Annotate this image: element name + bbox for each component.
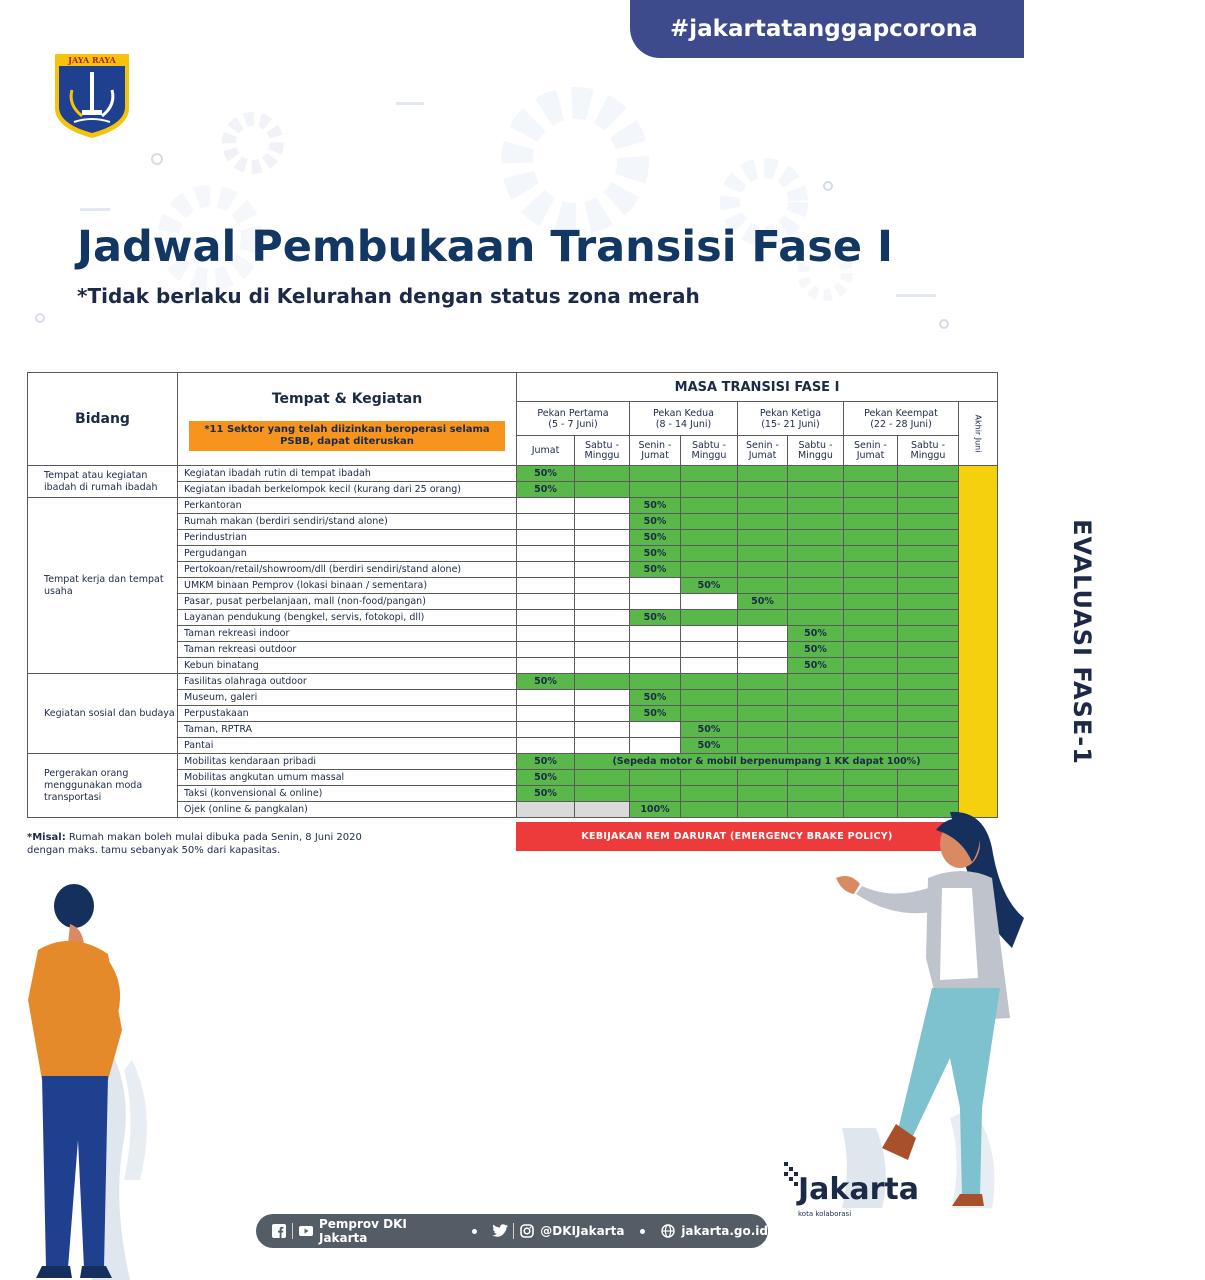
- cell-50: 50%: [630, 562, 681, 578]
- header-day: Sabtu - Minggu: [575, 436, 630, 466]
- header-week-2: Pekan Kedua (8 - 14 Juni): [630, 402, 738, 436]
- bidang-sosial: Kegiatan sosial dan budaya: [28, 674, 178, 754]
- page-title: Jadwal Pembukaan Transisi Fase I: [77, 222, 894, 272]
- kegiatan-label: Ojek (online & pangkalan): [178, 802, 517, 818]
- separator-dot: [472, 1229, 477, 1234]
- cell-50: 50%: [630, 610, 681, 626]
- sparkle-icon: [938, 318, 950, 330]
- brand-dots-icon: [784, 1162, 798, 1192]
- bidang-ibadah: Tempat atau kegiatan ibadah di rumah ibadah: [28, 466, 178, 498]
- schedule-grid: [27, 372, 1096, 818]
- emblem-banner: JAYA RAYA: [68, 55, 116, 65]
- cell-50: 50%: [681, 578, 738, 594]
- twitter-icon[interactable]: [493, 1224, 507, 1238]
- jakarta-emblem: [52, 50, 132, 140]
- cell-50: 50%: [738, 594, 788, 610]
- kegiatan-label: Rumah makan (berdiri sendiri/stand alone): [178, 514, 517, 530]
- cell-50: 50%: [630, 690, 681, 706]
- kegiatan-label: Perindustrian: [178, 530, 517, 546]
- header-akhir-juni: Akhir Juni: [959, 402, 998, 466]
- kegiatan-label: Taman rekreasi outdoor: [178, 642, 517, 658]
- header-day: Senin - Jumat: [844, 436, 898, 466]
- gear-icon: [218, 108, 288, 178]
- instagram-icon[interactable]: [520, 1224, 534, 1238]
- brand-name: Jakarta: [798, 1172, 919, 1207]
- kegiatan-label: Fasilitas olahraga outdoor: [178, 674, 517, 690]
- header-day: Senin - Jumat: [738, 436, 788, 466]
- evaluasi-column: EVALUASI FASE-1: [959, 466, 998, 818]
- cell-50: 50%: [517, 786, 575, 802]
- cell-100: 100%: [630, 802, 681, 818]
- sparkle-icon: [150, 152, 164, 166]
- header-note: *11 Sektor yang telah diizinkan beroperasi selama PSBB, dapat diteruskan: [189, 421, 505, 451]
- cell-50: 50%: [630, 514, 681, 530]
- footer-website[interactable]: jakarta.go.id: [681, 1224, 769, 1238]
- bidang-transportasi: Pergerakan orang menggunakan moda transportasi: [28, 754, 178, 818]
- kegiatan-label: Taman, RPTRA: [178, 722, 517, 738]
- cell-50: 50%: [681, 738, 738, 754]
- cell-50: 50%: [630, 498, 681, 514]
- bidang-kerja: Tempat kerja dan tempat usaha: [28, 498, 178, 674]
- header-day: Sabtu - Minggu: [788, 436, 844, 466]
- cell-50: 50%: [630, 530, 681, 546]
- brand-tagline: kota kolaborasi: [798, 1210, 852, 1218]
- page-subtitle: *Tidak berlaku di Kelurahan dengan status zona merah: [77, 284, 700, 308]
- kegiatan-label: Kegiatan ibadah rutin di tempat ibadah: [178, 466, 517, 482]
- hashtag-badge: #jakartatanggapcorona: [630, 0, 1024, 58]
- cell-50: 50%: [788, 658, 844, 674]
- emergency-brake-banner: KEBIJAKAN REM DARURAT (EMERGENCY BRAKE POLICY): [516, 822, 958, 851]
- decor-line: [896, 294, 936, 297]
- header-week-1: Pekan Pertama (5 - 7 Juni): [517, 402, 630, 436]
- header-week-3: Pekan Ketiga (15- 21 Juni): [738, 402, 844, 436]
- table-row: [28, 674, 998, 690]
- kegiatan-label: Pasar, pusat perbelanjaan, mall (non-food/pangan): [178, 594, 517, 610]
- jakarta-brand: [784, 1158, 944, 1222]
- kegiatan-label: Perkantoran: [178, 498, 517, 514]
- facebook-icon[interactable]: [272, 1224, 286, 1238]
- cell-50: 50%: [517, 754, 575, 770]
- header-week-4: Pekan Keempat (22 - 28 Juni): [844, 402, 959, 436]
- social-footer: [256, 1214, 768, 1248]
- youtube-icon[interactable]: [299, 1224, 313, 1238]
- sparkle-icon: [822, 180, 834, 192]
- footer-handle[interactable]: @DKIJakarta: [540, 1224, 625, 1238]
- table-row: [28, 498, 998, 514]
- header-masa: MASA TRANSISI FASE I: [517, 373, 998, 402]
- kegiatan-label: Taksi (konvensional & online): [178, 786, 517, 802]
- man-illustration: [12, 880, 162, 1280]
- cell-50: 50%: [517, 466, 575, 482]
- footer-pemprov[interactable]: Pemprov DKI Jakarta: [318, 1217, 407, 1245]
- kegiatan-label: Pergudangan: [178, 546, 517, 562]
- private-vehicle-note: (Sepeda motor & mobil berpenumpang 1 KK dapat 100%): [575, 754, 959, 770]
- separator-dot: [640, 1229, 645, 1234]
- header-day: Senin - Jumat: [630, 436, 681, 466]
- kegiatan-label: Pantai: [178, 738, 517, 754]
- footnote: *Misal: Rumah makan boleh mulai dibuka pada Senin, 8 Juni 2020 dengan maks. tamu sebanyak 50% dari kapasitas.: [27, 832, 362, 856]
- kegiatan-label: Perpustakaan: [178, 706, 517, 722]
- kegiatan-label: Pertokoan/retail/showroom/dll (berdiri sendiri/stand alone): [178, 562, 517, 578]
- cell-50: 50%: [517, 674, 575, 690]
- kegiatan-label: UMKM binaan Pemprov (lokasi binaan / sementara): [178, 578, 517, 594]
- separator: [513, 1223, 514, 1239]
- kegiatan-label: Mobilitas kendaraan pribadi: [178, 754, 517, 770]
- kegiatan-label: Museum, galeri: [178, 690, 517, 706]
- cell-50: 50%: [630, 706, 681, 722]
- header-tempat: [178, 373, 517, 466]
- table-row: [28, 754, 998, 770]
- cell-50: 50%: [630, 546, 681, 562]
- header-day: Sabtu - Minggu: [898, 436, 959, 466]
- kegiatan-label: Taman rekreasi indoor: [178, 626, 517, 642]
- gear-icon: [490, 76, 660, 246]
- kegiatan-label: Mobilitas angkutan umum massal: [178, 770, 517, 786]
- sparkle-icon: [34, 312, 46, 324]
- cell-50: 50%: [788, 626, 844, 642]
- cell-50: 50%: [788, 642, 844, 658]
- cell-50: 50%: [517, 770, 575, 786]
- header-tempat-label: Tempat & Kegiatan: [271, 391, 423, 407]
- header-day: Jumat: [517, 436, 575, 466]
- woman-illustration: [832, 808, 1024, 1208]
- decor-line: [80, 208, 110, 211]
- globe-icon[interactable]: [661, 1224, 675, 1238]
- kegiatan-label: Layanan pendukung (bengkel, servis, fotokopi, dll): [178, 610, 517, 626]
- table-row: [28, 466, 998, 482]
- kegiatan-label: Kegiatan ibadah berkelompok kecil (kurang dari 25 orang): [178, 482, 517, 498]
- header-bidang: Bidang: [28, 373, 178, 466]
- cell-50: 50%: [517, 482, 575, 498]
- cell-50: 50%: [681, 722, 738, 738]
- decor-line: [396, 102, 424, 105]
- kegiatan-label: Kebun binatang: [178, 658, 517, 674]
- schedule-table: [27, 372, 1096, 818]
- separator: [292, 1223, 293, 1239]
- header-day: Sabtu - Minggu: [681, 436, 738, 466]
